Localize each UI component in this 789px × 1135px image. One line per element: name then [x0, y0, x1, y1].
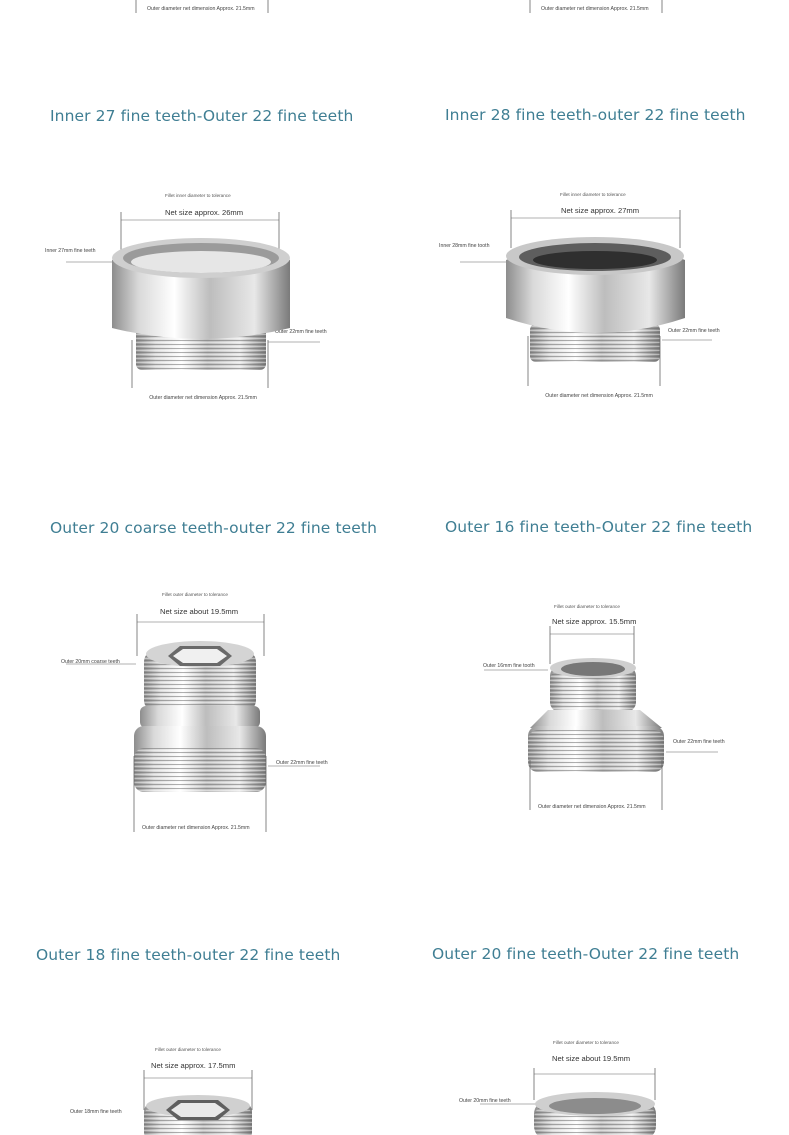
net-size-label: Net size approx. 26mm	[165, 208, 244, 217]
inner-thread-label: Outer 20mm coarse teeth	[61, 659, 120, 665]
inner-thread-label: Outer 20mm fine teeth	[459, 1098, 511, 1104]
adapter-photo	[100, 1060, 300, 1135]
bottom-dimension-label: Outer diameter net dimension Approx. 21.5mm	[538, 804, 646, 810]
outer-thread-label: Outer 22mm fine teeth	[668, 328, 720, 334]
panel-title: Outer 20 fine teeth-Outer 22 fine teeth	[432, 945, 740, 963]
net-size-label: Net size approx. 27mm	[561, 206, 640, 215]
outer-thread-label: Outer 22mm fine teeth	[673, 739, 725, 745]
fillet-label: Fillet inner diameter to tolerance	[165, 193, 231, 198]
panel-title: Outer 20 coarse teeth-outer 22 fine teeth	[50, 519, 378, 537]
net-size-label: Net size about 19.5mm	[160, 607, 239, 616]
adapter-photo	[500, 1060, 700, 1135]
panel-title: Outer 16 fine teeth-Outer 22 fine teeth	[445, 518, 753, 536]
bottom-dimension-label: Outer diameter net dimension Approx. 21.5mm	[545, 393, 653, 399]
outer-thread-label: Outer 22mm fine teeth	[276, 760, 328, 766]
panel-title: Inner 27 fine teeth-Outer 22 fine teeth	[50, 107, 354, 125]
panel-title: Inner 28 fine teeth-outer 22 fine teeth	[445, 106, 746, 124]
bottom-dimension-label: Outer diameter net dimension Approx. 21.5mm	[149, 395, 257, 401]
panel-title: Outer 18 fine teeth-outer 22 fine teeth	[36, 946, 341, 964]
outer-thread-label: Outer 22mm fine teeth	[275, 329, 327, 335]
bottom-dimension-label: Outer diameter net dimension Approx. 21.5mm	[142, 825, 250, 831]
fillet-label: Fillet outer diameter to tolerance	[553, 1040, 619, 1045]
fillet-label: Fillet outer diameter to tolerance	[155, 1047, 221, 1052]
fillet-label: Fillet outer diameter to tolerance	[162, 592, 228, 597]
net-size-label: Net size about 19.5mm	[552, 1054, 631, 1063]
inner-thread-label: Outer 16mm fine tooth	[483, 663, 535, 669]
inner-thread-label: Inner 28mm fine tooth	[439, 243, 490, 249]
net-size-label: Net size approx. 15.5mm	[552, 617, 637, 626]
fillet-label: Fillet inner diameter to tolerance	[560, 192, 626, 197]
inner-thread-label: Inner 27mm fine teeth	[45, 248, 96, 254]
fillet-label: Fillet outer diameter to tolerance	[554, 604, 620, 609]
adapter-photo	[470, 610, 770, 820]
bottom-dimension-label: Outer diameter net dimension Approx. 21.5mm	[541, 6, 649, 12]
bottom-dimension-label: Outer diameter net dimension Approx. 21.5mm	[147, 6, 255, 12]
adapter-photo	[40, 600, 360, 840]
adapter-photo	[430, 200, 750, 410]
adapter-photo	[40, 200, 340, 410]
inner-thread-label: Outer 18mm fine teeth	[70, 1109, 122, 1115]
net-size-label: Net size approx. 17.5mm	[151, 1061, 236, 1070]
